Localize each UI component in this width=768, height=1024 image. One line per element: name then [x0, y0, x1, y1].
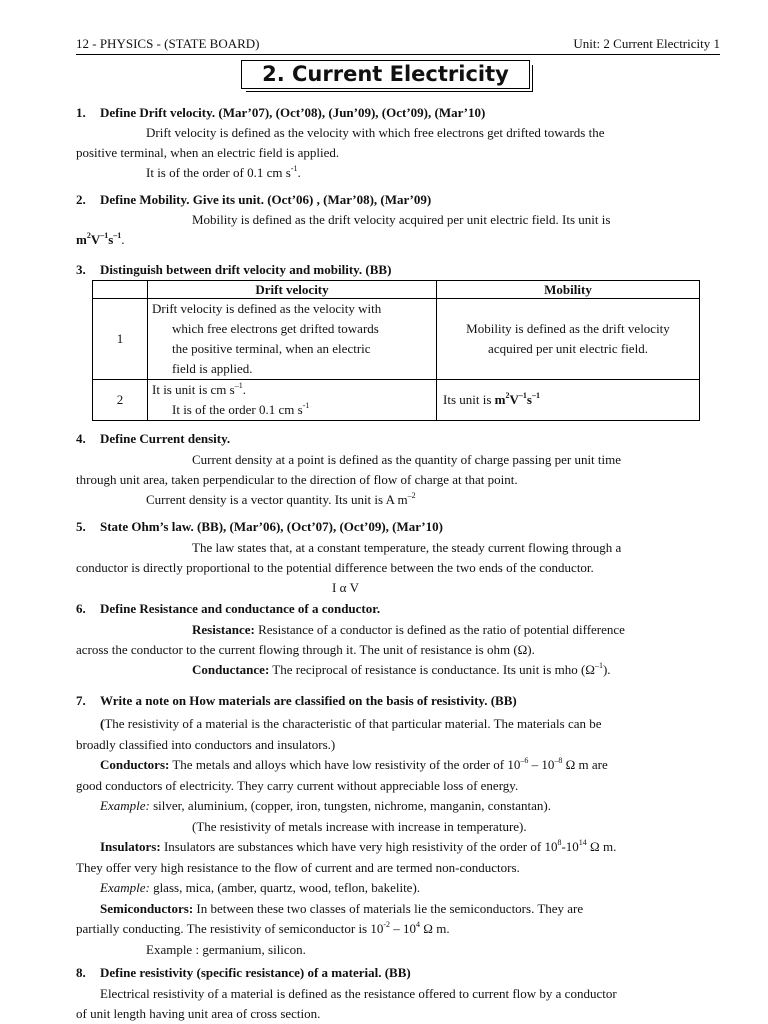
answer-2-line-1: Mobility is defined as the drift velocity acquired per unit electric field. Its unit is — [192, 212, 611, 227]
table-row — [93, 299, 700, 380]
resistance-definition: Resistance: Resistance of a conductor is defined as the ratio of potential difference — [192, 622, 625, 637]
table-row — [93, 380, 700, 421]
answer-7-intro-cont: broadly classified into conductors and insulators.) — [76, 737, 336, 752]
question-4: 4. Define Current density. — [76, 431, 231, 446]
page-header — [76, 36, 720, 55]
header-left: 12 - PHYSICS - (STATE BOARD) — [76, 36, 260, 51]
comparison-table — [92, 280, 700, 421]
answer-1-line-1: Drift velocity is defined as the velocity with which free electrons get drifted towards the — [146, 125, 605, 140]
conductors-example: Example: silver, aluminium, (copper, iron, tungsten, nichrome, manganin, constantan). — [100, 798, 551, 813]
table-header-mobility: Mobility — [437, 281, 700, 299]
table-cell-no: 2 — [93, 380, 148, 421]
table-cell-drift: Drift velocity is defined as the velocity with which free electrons get drifted towards the positive terminal, when an electric field is applied. — [148, 299, 437, 380]
header-right: Unit: 2 Current Electricity 1 — [573, 36, 720, 51]
table-header-no — [93, 281, 148, 299]
question-2: 2. Define Mobility. Give its unit. (Oct’06) , (Mar’08), (Mar’09) — [76, 192, 432, 207]
semiconductors-example: Example : germanium, silicon. — [146, 942, 306, 957]
answer-8-line-2: of unit length having unit area of cross section. — [76, 1006, 321, 1021]
question-5: 5. State Ohm’s law. (BB), (Mar’06), (Oct’07), (Oct’09), (Mar’10) — [76, 519, 443, 534]
conductors-note: (The resistivity of metals increase with increase in temperature). — [192, 819, 527, 834]
answer-8-line-1: Electrical resistivity of a material is defined as the resistance offered to current flow by a conductor — [100, 986, 617, 1001]
answer-7-intro: (The resistivity of a material is the characteristic of that particular material. The materials can be — [100, 716, 602, 731]
resistance-definition-cont: across the conductor to the current flowing through it. The unit of resistance is ohm (Ω). — [76, 642, 535, 657]
question-6: 6. Define Resistance and conductance of a conductor. — [76, 601, 381, 616]
table-header-drift: Drift velocity — [148, 281, 437, 299]
answer-4-line-3: Current density is a vector quantity. Its unit is A $m^{-2}$ — [146, 491, 416, 507]
table-cell-mobility: Its unit is $m^2V^{-1}s^{-1}$ — [437, 380, 700, 421]
ohms-law-relation: I α V — [332, 580, 360, 595]
answer-1-line-2: positive terminal, when an electric field is applied. — [76, 145, 340, 160]
answer-1-line-3: It is of the order of 0.1 cm $s^{-1}$. — [146, 164, 301, 180]
conductors-text-cont: good conductors of electricity. They carry current without appreciable loss of energy. — [76, 778, 519, 793]
question-1: 1. Define Drift velocity. (Mar’07), (Oct’08), (Jun’09), (Oct’09), (Mar’10) — [76, 105, 486, 120]
table-cell-mobility: Mobility is defined as the drift velocity acquired per unit electric field. — [437, 299, 700, 380]
insulators-example: Example: glass, mica, (amber, quartz, wood, teflon, bakelite). — [100, 880, 421, 895]
answer-4-line-2: through unit area, taken perpendicular to the direction of flow of charge at that point. — [76, 472, 518, 487]
answer-2-unit: $m^2V^{-1}s^{-1}$. — [76, 231, 125, 247]
conductance-definition: Conductance: The reciprocal of resistance is conductance. Its unit is mho $(\Omega^{-1})$. — [192, 661, 611, 677]
question-3: 3. Distinguish between drift velocity and mobility. (BB) — [76, 262, 392, 277]
answer-5-line-2: conductor is directly proportional to the potential difference between the two ends of the conductor. — [76, 560, 594, 575]
insulators-text-cont: They offer very high resistance to the flow of current and are termed non-conductors. — [76, 860, 520, 875]
answer-5-line-1: The law states that, at a constant temperature, the steady current flowing through a — [192, 540, 622, 555]
answer-4-line-1: Current density at a point is defined as the quantity of charge passing per unit time — [192, 452, 622, 467]
question-7: 7. Write a note on How materials are classified on the basis of resistivity. (BB) — [76, 693, 517, 708]
page-title: 2. Current Electricity — [241, 60, 530, 89]
semiconductors-text: Semiconductors: In between these two classes of materials lie the semiconductors. They are — [100, 901, 584, 916]
semiconductors-text-cont: partially conducting. The resistivity of semiconductor is $10^{-2} - 10^4$ Ω m. — [76, 920, 450, 936]
insulators-text: Insulators: Insulators are substances which have very high resistivity of the order of $10^8-10^{14}$ Ω m. — [100, 838, 617, 854]
table-cell-no: 1 — [93, 299, 148, 380]
table-header-row — [93, 281, 700, 299]
question-8: 8. Define resistivity (specific resistance) of a material. (BB) — [76, 965, 411, 980]
table-cell-drift: It is unit is cm $s^{-1}$. It is of the order 0.1 cm $s^{-1}$ — [148, 380, 437, 421]
conductors-text: Conductors: The metals and alloys which have low resistivity of the order of $10^{-6} - 10^{-8}$ Ω m are — [100, 756, 608, 772]
